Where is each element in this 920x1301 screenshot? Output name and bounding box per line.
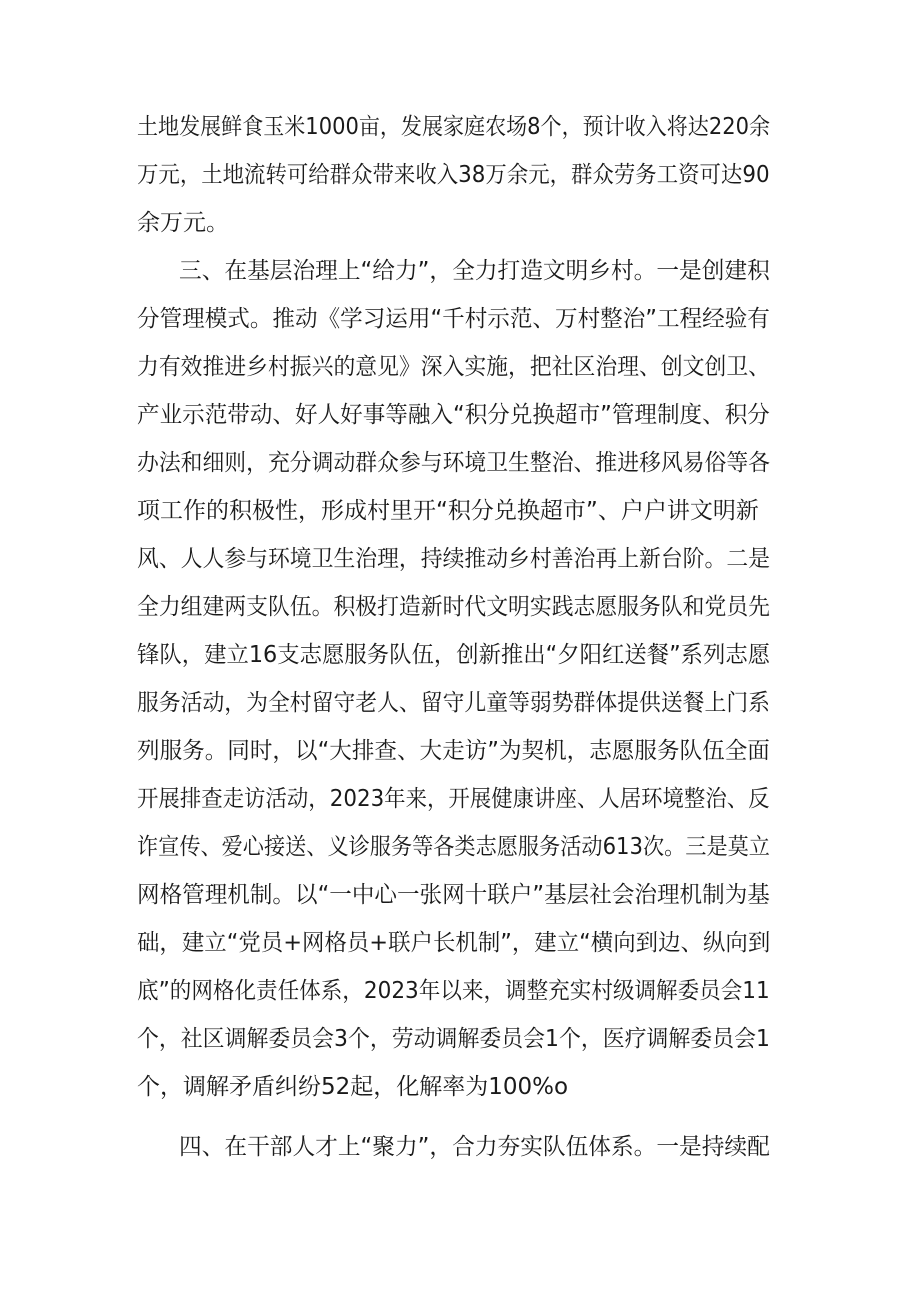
text-line-9: 项工作的积极性，形成村里开“积分兑换超市”、户户讲文明新 bbox=[137, 498, 759, 524]
text-line-11: 全力组建两支队伍。积极打造新时代文明实践志愿服务队和党员先 bbox=[137, 594, 770, 620]
text-line-5: 分管理模式。推动《学习运用“千村示范、万村整治”工程经验有 bbox=[137, 306, 770, 332]
text-line-7: 产业示范带动、好人好事等融入“积分兑换超市”管理制度、积分 bbox=[137, 402, 770, 428]
text-line-22: 四、在干部人才上“聚力”，合力夯实队伍体系。一是持续配 bbox=[179, 1134, 770, 1160]
text-line-13: 服务活动，为全村留守老人、留守儿童等弱势群体提供送餐上门系 bbox=[137, 690, 770, 716]
text-line-10: 风、人人参与环境卫生治理，持续推动乡村善治再上新台阶。二是 bbox=[137, 546, 770, 572]
text-line-1: 土地发展鲜食玉米1000亩，发展家庭农场8个，预计收入将达220余 bbox=[137, 114, 771, 140]
text-line-16: 诈宣传、爱心接送、义诊服务等各类志愿服务活动613次。三是莫立 bbox=[137, 834, 770, 860]
text-line-17: 网格管理机制。以“一中心一张网十联户”基层社会治理机制为基 bbox=[137, 882, 770, 908]
text-line-14: 列服务。同时，以“大排查、大走访”为契机，志愿服务队伍全面 bbox=[137, 738, 770, 764]
text-line-2: 万元，土地流转可给群众带来收入38万余元，群众劳务工资可达90 bbox=[137, 162, 770, 188]
text-line-6: 力有效推进乡村振兴的意见》深入实施，把社区治理、创文创卫、 bbox=[137, 354, 770, 380]
text-line-19: 底”的网格化责任体系，2023年以来，调整充实村级调解委员会11 bbox=[137, 978, 770, 1004]
text-line-4: 三、在基层治理上“给力”，全力打造文明乡村。一是创建积 bbox=[179, 258, 770, 284]
text-line-3: 余万元。 bbox=[137, 210, 229, 236]
text-line-18: 础，建立“党员+网格员+联户长机制”，建立“横向到边、纵向到 bbox=[137, 930, 771, 956]
text-line-21: 个，调解矛盾纠纷52起，化解率为100%o bbox=[137, 1074, 569, 1100]
text-line-8: 办法和细则，充分调动群众参与环境卫生整治、推进移风易俗等各 bbox=[137, 450, 770, 476]
text-line-12: 锋队，建立16支志愿服务队伍，创新推出“夕阳红送餐”系列志愿 bbox=[137, 642, 771, 668]
text-line-20: 个，社区调解委员会3个，劳动调解委员会1个，医疗调解委员会1 bbox=[137, 1026, 770, 1052]
text-line-15: 开展排查走访活动，2023年来，开展健康讲座、人居环境整治、反 bbox=[137, 786, 770, 812]
